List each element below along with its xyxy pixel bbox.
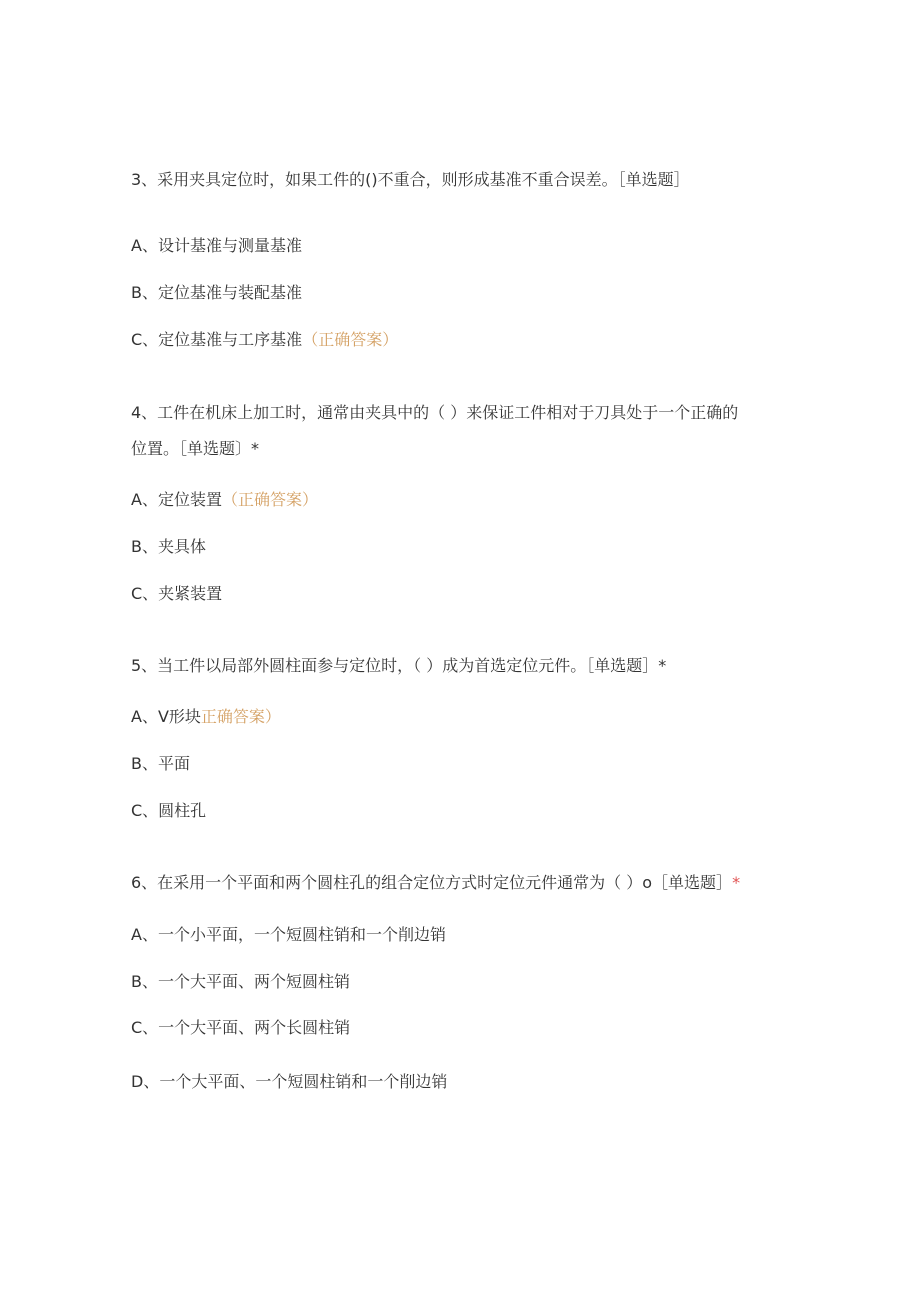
question-4-option-b[interactable] xyxy=(131,537,206,557)
question-3-stem: 3、采用夹具定位时，如果工件的()不重合，则形成基准不重合误差。［单选题］ xyxy=(131,170,690,189)
correct-answer-tag: （正确答案） xyxy=(302,330,399,349)
question-6-stem xyxy=(131,873,740,893)
option-label: B、夹具体 xyxy=(131,537,206,556)
question-4-option-c[interactable] xyxy=(131,584,222,604)
required-star: * xyxy=(732,873,741,892)
option-label: A、V形块 xyxy=(131,707,201,726)
question-6-option-b[interactable] xyxy=(131,972,350,992)
correct-answer-tag: 正确答案） xyxy=(200,707,281,726)
option-label: A、一个小平面，一个短圆柱销和一个削边销 xyxy=(131,925,446,944)
question-6-option-c[interactable] xyxy=(131,1018,350,1038)
question-3-option-a[interactable] xyxy=(131,236,302,256)
option-label: B、平面 xyxy=(131,754,190,773)
question-6-stem-text: 6、在采用一个平面和两个圆柱孔的组合定位方式时定位元件通常为（ ）o［单选题］ xyxy=(131,873,733,892)
question-4-stem-line-1: 4、工件在机床上加工时，通常由夹具中的（ ）来保证工件相对于刀具处于一个正确的 xyxy=(131,403,739,422)
question-5-option-b[interactable] xyxy=(131,754,190,774)
option-label: A、定位装置 xyxy=(131,490,222,509)
question-5-option-a[interactable] xyxy=(131,707,281,727)
option-label: C、定位基准与工序基准 xyxy=(131,330,303,349)
option-label: A、设计基准与测量基准 xyxy=(131,236,302,255)
option-label: D、一个大平面、一个短圆柱销和一个削边销 xyxy=(131,1072,448,1091)
question-5-option-c[interactable] xyxy=(131,801,206,821)
option-label: C、一个大平面、两个长圆柱销 xyxy=(131,1018,351,1037)
question-5-stem: 5、当工件以局部外圆柱面参与定位时，（ ）成为首选定位元件。［单选题］* xyxy=(131,656,667,675)
correct-answer-tag: （正确答案） xyxy=(221,490,318,509)
question-4-option-a[interactable] xyxy=(131,490,318,510)
option-label: B、一个大平面、两个短圆柱销 xyxy=(131,972,350,991)
question-6-option-d[interactable] xyxy=(131,1072,447,1092)
option-label: C、圆柱孔 xyxy=(131,801,207,820)
question-3-option-b[interactable] xyxy=(131,283,302,303)
question-4-stem-line-2: 位置。［单选题〕* xyxy=(131,439,260,458)
option-label: B、定位基准与装配基准 xyxy=(131,283,302,302)
option-label: C、夹紧装置 xyxy=(131,584,223,603)
question-3-option-c[interactable] xyxy=(131,330,398,350)
question-6-option-a[interactable] xyxy=(131,925,446,945)
